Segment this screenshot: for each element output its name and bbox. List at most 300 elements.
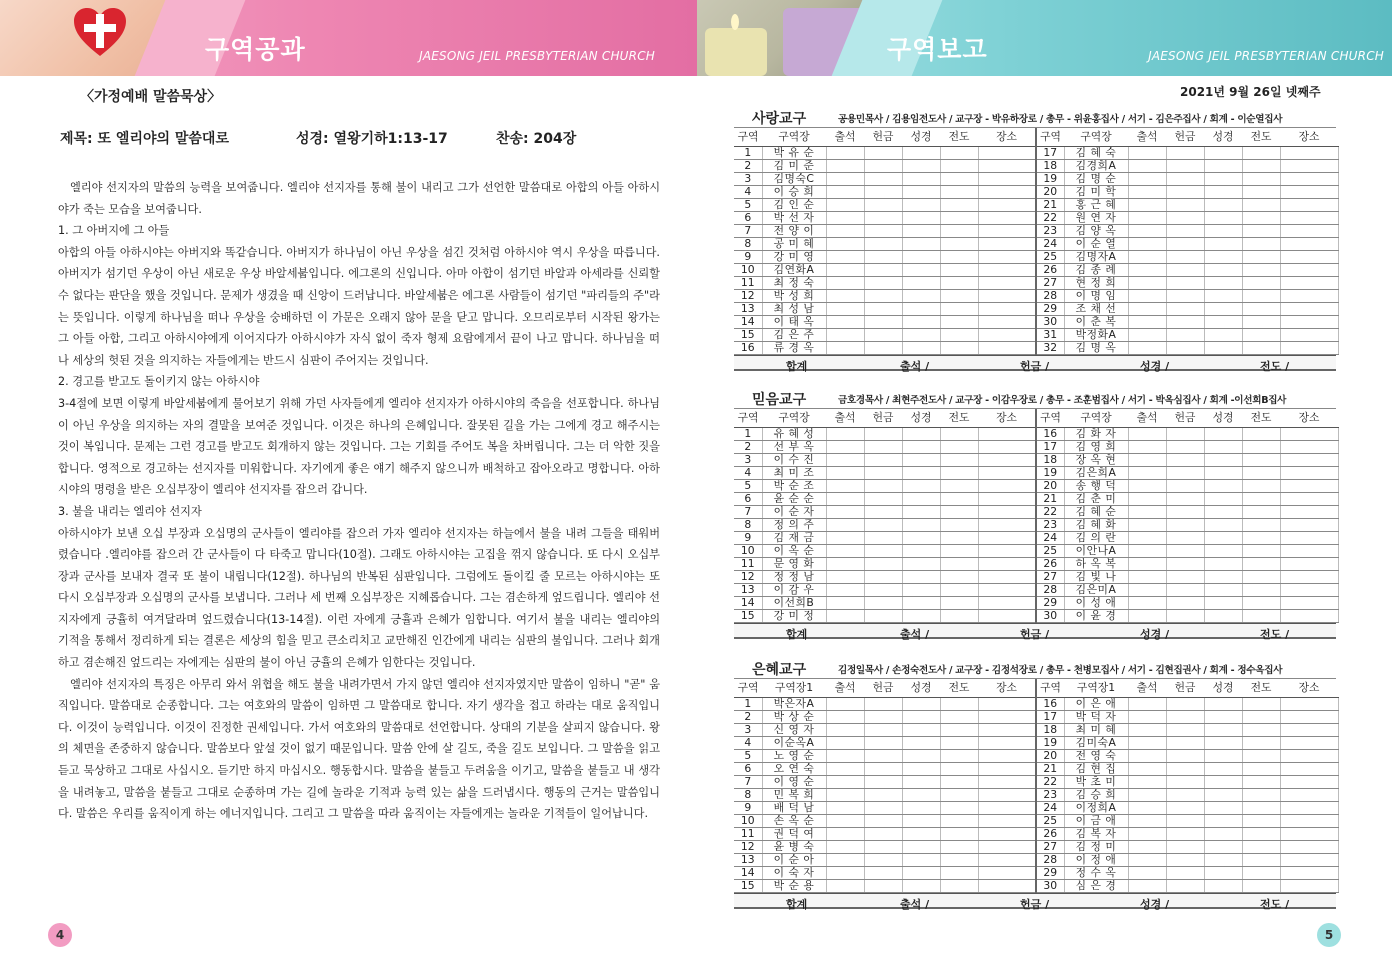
entry-cell[interactable] <box>1128 250 1166 263</box>
entry-cell[interactable] <box>1166 801 1204 814</box>
entry-cell[interactable] <box>1204 518 1242 531</box>
entry-cell[interactable] <box>1280 211 1338 224</box>
entry-cell[interactable] <box>978 570 1036 583</box>
entry-cell[interactable] <box>1242 518 1280 531</box>
entry-cell[interactable] <box>902 263 940 276</box>
entry-cell[interactable] <box>864 315 902 328</box>
entry-cell[interactable] <box>978 289 1036 302</box>
entry-cell[interactable] <box>1280 328 1338 341</box>
entry-cell[interactable] <box>1128 749 1166 762</box>
entry-cell[interactable] <box>1128 453 1166 466</box>
entry-cell[interactable] <box>978 427 1036 440</box>
entry-cell[interactable] <box>1204 185 1242 198</box>
entry-cell[interactable] <box>978 453 1036 466</box>
entry-cell[interactable] <box>902 596 940 609</box>
entry-cell[interactable] <box>826 276 864 289</box>
entry-cell[interactable] <box>940 237 978 250</box>
entry-cell[interactable] <box>1280 185 1338 198</box>
entry-cell[interactable] <box>1204 609 1242 622</box>
entry-cell[interactable] <box>1128 762 1166 775</box>
entry-cell[interactable] <box>1128 710 1166 723</box>
entry-cell[interactable] <box>826 453 864 466</box>
entry-cell[interactable] <box>826 544 864 557</box>
entry-cell[interactable] <box>1128 866 1166 879</box>
entry-cell[interactable] <box>826 557 864 570</box>
entry-cell[interactable] <box>1280 736 1338 749</box>
entry-cell[interactable] <box>1242 788 1280 801</box>
entry-cell[interactable] <box>1242 710 1280 723</box>
entry-cell[interactable] <box>902 879 940 892</box>
entry-cell[interactable] <box>978 609 1036 622</box>
entry-cell[interactable] <box>940 453 978 466</box>
entry-cell[interactable] <box>1204 172 1242 185</box>
entry-cell[interactable] <box>1204 544 1242 557</box>
entry-cell[interactable] <box>940 172 978 185</box>
entry-cell[interactable] <box>826 492 864 505</box>
entry-cell[interactable] <box>1204 250 1242 263</box>
entry-cell[interactable] <box>1242 505 1280 518</box>
entry-cell[interactable] <box>864 749 902 762</box>
entry-cell[interactable] <box>1280 492 1338 505</box>
entry-cell[interactable] <box>1280 341 1338 354</box>
entry-cell[interactable] <box>978 250 1036 263</box>
entry-cell[interactable] <box>864 466 902 479</box>
entry-cell[interactable] <box>940 853 978 866</box>
entry-cell[interactable] <box>864 879 902 892</box>
entry-cell[interactable] <box>864 609 902 622</box>
entry-cell[interactable] <box>1204 466 1242 479</box>
entry-cell[interactable] <box>902 531 940 544</box>
entry-cell[interactable] <box>864 801 902 814</box>
entry-cell[interactable] <box>1280 505 1338 518</box>
entry-cell[interactable] <box>864 736 902 749</box>
entry-cell[interactable] <box>864 518 902 531</box>
entry-cell[interactable] <box>864 263 902 276</box>
entry-cell[interactable] <box>864 146 902 159</box>
entry-cell[interactable] <box>1242 159 1280 172</box>
entry-cell[interactable] <box>1242 302 1280 315</box>
entry-cell[interactable] <box>864 853 902 866</box>
entry-cell[interactable] <box>978 775 1036 788</box>
entry-cell[interactable] <box>940 788 978 801</box>
entry-cell[interactable] <box>864 224 902 237</box>
entry-cell[interactable] <box>902 211 940 224</box>
entry-cell[interactable] <box>1280 879 1338 892</box>
entry-cell[interactable] <box>1242 723 1280 736</box>
entry-cell[interactable] <box>1204 198 1242 211</box>
entry-cell[interactable] <box>826 609 864 622</box>
entry-cell[interactable] <box>1128 224 1166 237</box>
entry-cell[interactable] <box>864 250 902 263</box>
entry-cell[interactable] <box>1242 749 1280 762</box>
entry-cell[interactable] <box>1166 596 1204 609</box>
entry-cell[interactable] <box>826 866 864 879</box>
entry-cell[interactable] <box>902 427 940 440</box>
entry-cell[interactable] <box>1280 840 1338 853</box>
entry-cell[interactable] <box>902 583 940 596</box>
entry-cell[interactable] <box>1280 159 1338 172</box>
entry-cell[interactable] <box>1128 172 1166 185</box>
entry-cell[interactable] <box>1166 840 1204 853</box>
entry-cell[interactable] <box>1204 788 1242 801</box>
entry-cell[interactable] <box>1166 710 1204 723</box>
entry-cell[interactable] <box>1242 879 1280 892</box>
entry-cell[interactable] <box>1242 211 1280 224</box>
entry-cell[interactable] <box>1280 276 1338 289</box>
entry-cell[interactable] <box>940 775 978 788</box>
entry-cell[interactable] <box>1128 814 1166 827</box>
entry-cell[interactable] <box>1242 866 1280 879</box>
entry-cell[interactable] <box>902 801 940 814</box>
entry-cell[interactable] <box>1128 531 1166 544</box>
entry-cell[interactable] <box>826 736 864 749</box>
entry-cell[interactable] <box>1128 570 1166 583</box>
entry-cell[interactable] <box>1242 185 1280 198</box>
entry-cell[interactable] <box>1242 570 1280 583</box>
entry-cell[interactable] <box>826 697 864 710</box>
entry-cell[interactable] <box>1166 479 1204 492</box>
entry-cell[interactable] <box>826 570 864 583</box>
entry-cell[interactable] <box>1280 749 1338 762</box>
entry-cell[interactable] <box>1242 557 1280 570</box>
entry-cell[interactable] <box>826 479 864 492</box>
entry-cell[interactable] <box>826 710 864 723</box>
entry-cell[interactable] <box>826 289 864 302</box>
entry-cell[interactable] <box>1166 736 1204 749</box>
entry-cell[interactable] <box>1242 315 1280 328</box>
entry-cell[interactable] <box>940 492 978 505</box>
entry-cell[interactable] <box>1128 289 1166 302</box>
entry-cell[interactable] <box>978 596 1036 609</box>
entry-cell[interactable] <box>1242 341 1280 354</box>
entry-cell[interactable] <box>864 531 902 544</box>
entry-cell[interactable] <box>940 596 978 609</box>
entry-cell[interactable] <box>1242 596 1280 609</box>
entry-cell[interactable] <box>940 341 978 354</box>
entry-cell[interactable] <box>1242 328 1280 341</box>
entry-cell[interactable] <box>940 328 978 341</box>
entry-cell[interactable] <box>902 505 940 518</box>
entry-cell[interactable] <box>1204 211 1242 224</box>
entry-cell[interactable] <box>978 466 1036 479</box>
entry-cell[interactable] <box>902 866 940 879</box>
entry-cell[interactable] <box>978 583 1036 596</box>
entry-cell[interactable] <box>978 801 1036 814</box>
entry-cell[interactable] <box>826 224 864 237</box>
entry-cell[interactable] <box>1204 302 1242 315</box>
entry-cell[interactable] <box>940 827 978 840</box>
entry-cell[interactable] <box>978 879 1036 892</box>
entry-cell[interactable] <box>978 159 1036 172</box>
entry-cell[interactable] <box>978 302 1036 315</box>
entry-cell[interactable] <box>978 276 1036 289</box>
entry-cell[interactable] <box>1166 341 1204 354</box>
entry-cell[interactable] <box>1128 697 1166 710</box>
entry-cell[interactable] <box>1204 341 1242 354</box>
entry-cell[interactable] <box>864 159 902 172</box>
entry-cell[interactable] <box>1128 544 1166 557</box>
entry-cell[interactable] <box>940 263 978 276</box>
entry-cell[interactable] <box>902 302 940 315</box>
entry-cell[interactable] <box>1280 427 1338 440</box>
entry-cell[interactable] <box>864 544 902 557</box>
entry-cell[interactable] <box>864 198 902 211</box>
entry-cell[interactable] <box>1242 453 1280 466</box>
entry-cell[interactable] <box>1280 570 1338 583</box>
entry-cell[interactable] <box>1280 583 1338 596</box>
entry-cell[interactable] <box>902 440 940 453</box>
entry-cell[interactable] <box>1128 185 1166 198</box>
entry-cell[interactable] <box>826 159 864 172</box>
entry-cell[interactable] <box>1166 289 1204 302</box>
entry-cell[interactable] <box>1280 609 1338 622</box>
entry-cell[interactable] <box>1128 492 1166 505</box>
entry-cell[interactable] <box>978 328 1036 341</box>
entry-cell[interactable] <box>826 583 864 596</box>
entry-cell[interactable] <box>1280 237 1338 250</box>
entry-cell[interactable] <box>940 466 978 479</box>
entry-cell[interactable] <box>1242 762 1280 775</box>
entry-cell[interactable] <box>826 596 864 609</box>
entry-cell[interactable] <box>1204 146 1242 159</box>
entry-cell[interactable] <box>1242 531 1280 544</box>
entry-cell[interactable] <box>864 775 902 788</box>
entry-cell[interactable] <box>1242 609 1280 622</box>
entry-cell[interactable] <box>1128 315 1166 328</box>
entry-cell[interactable] <box>940 710 978 723</box>
entry-cell[interactable] <box>826 505 864 518</box>
entry-cell[interactable] <box>1242 466 1280 479</box>
entry-cell[interactable] <box>902 185 940 198</box>
entry-cell[interactable] <box>1204 237 1242 250</box>
entry-cell[interactable] <box>1128 440 1166 453</box>
entry-cell[interactable] <box>1242 827 1280 840</box>
entry-cell[interactable] <box>1204 492 1242 505</box>
entry-cell[interactable] <box>864 172 902 185</box>
entry-cell[interactable] <box>978 263 1036 276</box>
entry-cell[interactable] <box>1242 440 1280 453</box>
entry-cell[interactable] <box>1166 775 1204 788</box>
entry-cell[interactable] <box>902 341 940 354</box>
entry-cell[interactable] <box>1166 814 1204 827</box>
entry-cell[interactable] <box>1166 879 1204 892</box>
entry-cell[interactable] <box>902 814 940 827</box>
entry-cell[interactable] <box>826 198 864 211</box>
entry-cell[interactable] <box>1242 840 1280 853</box>
entry-cell[interactable] <box>1128 775 1166 788</box>
entry-cell[interactable] <box>1242 276 1280 289</box>
entry-cell[interactable] <box>1166 570 1204 583</box>
entry-cell[interactable] <box>1280 801 1338 814</box>
entry-cell[interactable] <box>826 879 864 892</box>
entry-cell[interactable] <box>1166 302 1204 315</box>
entry-cell[interactable] <box>940 570 978 583</box>
entry-cell[interactable] <box>1204 827 1242 840</box>
entry-cell[interactable] <box>1242 814 1280 827</box>
entry-cell[interactable] <box>1166 531 1204 544</box>
entry-cell[interactable] <box>978 557 1036 570</box>
entry-cell[interactable] <box>1204 866 1242 879</box>
entry-cell[interactable] <box>978 736 1036 749</box>
entry-cell[interactable] <box>826 853 864 866</box>
entry-cell[interactable] <box>826 788 864 801</box>
entry-cell[interactable] <box>1280 762 1338 775</box>
entry-cell[interactable] <box>1204 697 1242 710</box>
entry-cell[interactable] <box>1166 788 1204 801</box>
entry-cell[interactable] <box>1128 557 1166 570</box>
entry-cell[interactable] <box>1166 453 1204 466</box>
entry-cell[interactable] <box>826 341 864 354</box>
entry-cell[interactable] <box>1128 159 1166 172</box>
entry-cell[interactable] <box>1204 453 1242 466</box>
entry-cell[interactable] <box>826 827 864 840</box>
entry-cell[interactable] <box>1166 440 1204 453</box>
entry-cell[interactable] <box>1242 289 1280 302</box>
entry-cell[interactable] <box>826 146 864 159</box>
entry-cell[interactable] <box>1128 736 1166 749</box>
entry-cell[interactable] <box>902 518 940 531</box>
entry-cell[interactable] <box>864 289 902 302</box>
entry-cell[interactable] <box>1128 328 1166 341</box>
entry-cell[interactable] <box>1280 440 1338 453</box>
entry-cell[interactable] <box>864 505 902 518</box>
entry-cell[interactable] <box>1204 440 1242 453</box>
entry-cell[interactable] <box>864 570 902 583</box>
entry-cell[interactable] <box>1242 146 1280 159</box>
entry-cell[interactable] <box>1204 775 1242 788</box>
entry-cell[interactable] <box>864 866 902 879</box>
entry-cell[interactable] <box>940 315 978 328</box>
entry-cell[interactable] <box>1280 814 1338 827</box>
entry-cell[interactable] <box>978 341 1036 354</box>
entry-cell[interactable] <box>1128 466 1166 479</box>
entry-cell[interactable] <box>978 531 1036 544</box>
entry-cell[interactable] <box>1204 289 1242 302</box>
entry-cell[interactable] <box>1166 427 1204 440</box>
entry-cell[interactable] <box>1128 801 1166 814</box>
entry-cell[interactable] <box>1128 840 1166 853</box>
entry-cell[interactable] <box>902 557 940 570</box>
entry-cell[interactable] <box>826 466 864 479</box>
entry-cell[interactable] <box>902 853 940 866</box>
entry-cell[interactable] <box>864 762 902 775</box>
entry-cell[interactable] <box>902 710 940 723</box>
entry-cell[interactable] <box>1204 224 1242 237</box>
entry-cell[interactable] <box>826 250 864 263</box>
entry-cell[interactable] <box>940 505 978 518</box>
entry-cell[interactable] <box>826 775 864 788</box>
entry-cell[interactable] <box>826 814 864 827</box>
entry-cell[interactable] <box>902 224 940 237</box>
entry-cell[interactable] <box>1166 518 1204 531</box>
entry-cell[interactable] <box>1166 315 1204 328</box>
entry-cell[interactable] <box>1166 866 1204 879</box>
entry-cell[interactable] <box>1280 146 1338 159</box>
entry-cell[interactable] <box>1166 263 1204 276</box>
entry-cell[interactable] <box>1166 762 1204 775</box>
entry-cell[interactable] <box>940 302 978 315</box>
entry-cell[interactable] <box>864 840 902 853</box>
entry-cell[interactable] <box>1242 479 1280 492</box>
entry-cell[interactable] <box>1128 596 1166 609</box>
entry-cell[interactable] <box>1242 853 1280 866</box>
entry-cell[interactable] <box>826 185 864 198</box>
entry-cell[interactable] <box>902 159 940 172</box>
entry-cell[interactable] <box>1128 302 1166 315</box>
entry-cell[interactable] <box>1166 211 1204 224</box>
entry-cell[interactable] <box>978 544 1036 557</box>
entry-cell[interactable] <box>1280 853 1338 866</box>
entry-cell[interactable] <box>940 198 978 211</box>
entry-cell[interactable] <box>1166 185 1204 198</box>
entry-cell[interactable] <box>864 583 902 596</box>
entry-cell[interactable] <box>1204 749 1242 762</box>
entry-cell[interactable] <box>1280 596 1338 609</box>
entry-cell[interactable] <box>940 276 978 289</box>
entry-cell[interactable] <box>902 466 940 479</box>
entry-cell[interactable] <box>1128 146 1166 159</box>
entry-cell[interactable] <box>902 328 940 341</box>
entry-cell[interactable] <box>940 531 978 544</box>
entry-cell[interactable] <box>940 814 978 827</box>
entry-cell[interactable] <box>978 762 1036 775</box>
entry-cell[interactable] <box>902 276 940 289</box>
entry-cell[interactable] <box>1166 723 1204 736</box>
entry-cell[interactable] <box>1280 518 1338 531</box>
entry-cell[interactable] <box>1166 198 1204 211</box>
entry-cell[interactable] <box>864 492 902 505</box>
entry-cell[interactable] <box>1242 237 1280 250</box>
entry-cell[interactable] <box>902 609 940 622</box>
entry-cell[interactable] <box>826 840 864 853</box>
entry-cell[interactable] <box>1242 583 1280 596</box>
entry-cell[interactable] <box>978 146 1036 159</box>
entry-cell[interactable] <box>864 788 902 801</box>
entry-cell[interactable] <box>978 224 1036 237</box>
entry-cell[interactable] <box>1280 697 1338 710</box>
entry-cell[interactable] <box>940 736 978 749</box>
entry-cell[interactable] <box>1280 531 1338 544</box>
entry-cell[interactable] <box>1128 518 1166 531</box>
entry-cell[interactable] <box>1204 263 1242 276</box>
entry-cell[interactable] <box>864 237 902 250</box>
entry-cell[interactable] <box>978 788 1036 801</box>
entry-cell[interactable] <box>1128 276 1166 289</box>
entry-cell[interactable] <box>1242 775 1280 788</box>
entry-cell[interactable] <box>902 570 940 583</box>
entry-cell[interactable] <box>864 185 902 198</box>
entry-cell[interactable] <box>1280 302 1338 315</box>
entry-cell[interactable] <box>978 749 1036 762</box>
entry-cell[interactable] <box>940 762 978 775</box>
entry-cell[interactable] <box>940 211 978 224</box>
entry-cell[interactable] <box>1166 172 1204 185</box>
entry-cell[interactable] <box>826 172 864 185</box>
entry-cell[interactable] <box>940 609 978 622</box>
entry-cell[interactable] <box>1128 427 1166 440</box>
entry-cell[interactable] <box>826 237 864 250</box>
entry-cell[interactable] <box>1128 237 1166 250</box>
entry-cell[interactable] <box>826 762 864 775</box>
entry-cell[interactable] <box>978 505 1036 518</box>
entry-cell[interactable] <box>864 596 902 609</box>
entry-cell[interactable] <box>978 723 1036 736</box>
entry-cell[interactable] <box>1204 328 1242 341</box>
entry-cell[interactable] <box>940 479 978 492</box>
entry-cell[interactable] <box>1204 596 1242 609</box>
entry-cell[interactable] <box>902 762 940 775</box>
entry-cell[interactable] <box>864 710 902 723</box>
